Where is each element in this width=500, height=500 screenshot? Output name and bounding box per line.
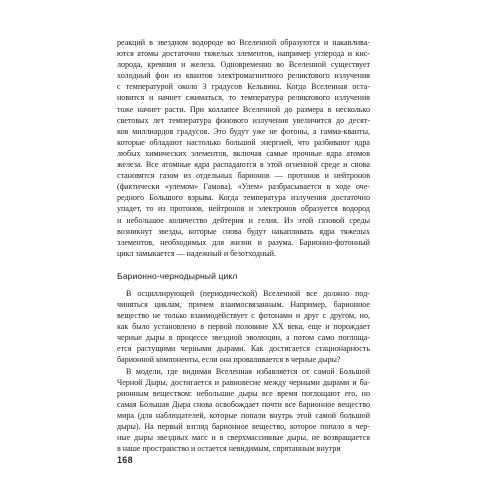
text-line: как было установлено в первой половине XX века, еще и порождает (117, 322, 370, 332)
text-line: холодный фон из квантов электромагнитного реликтового излучения (117, 71, 370, 81)
paragraph-continued (117, 37, 370, 259)
text-line: рионным веществом: небольшие дыры все время поглощают его, но (117, 388, 370, 398)
section-heading: Барионно-чернодырный цикл (117, 270, 238, 281)
paragraph-model (117, 366, 370, 455)
text-line: упадет, то из протонов, нейтронов и электронов образуется водород (117, 204, 370, 214)
text-line: любых химических элементов, включая самые прочные ядра атомов (117, 148, 370, 158)
text-line: ков миллиардов градусов. Это будут уже не фотоны, а гамма-кванты, (117, 126, 370, 136)
text-line: барионной компоненты, если она проваливается в черные дыры? (117, 355, 341, 365)
text-line: чиняться циклам, причем взаимосвязанным. Например, барионное (117, 299, 370, 309)
text-line: которые обладают настолько большой энергией, что разбивают ядра (117, 137, 370, 147)
text-line: дыры). На первый взгляд барионное вещество, которое попало в чер- (117, 422, 370, 431)
text-line: новится и начнет сжиматься, то температура реликтового излучения (117, 93, 370, 103)
text-line: световых лет температура фонового излучения увеличится до десят- (117, 115, 370, 125)
text-line: (фактически «улемом» Гамова). «Улем» разбрасывается в ходе оче- (117, 182, 370, 192)
text-line: редного Большого взрыва. Когда температура излучения достаточно (117, 193, 370, 203)
text-line: черные дыры в процессе звездной эволюции, а потом само поглоща- (117, 333, 370, 343)
text-line: цикл замыкается — надежный и безотходный. (117, 248, 276, 258)
text-line: самая Большая Дыра снова освобождает почти все барионное вещество (117, 399, 370, 409)
text-line: В осциллирующей (периодической) Вселенной все должно под- (126, 288, 370, 298)
text-line: и небольшое количество дейтерия и гелия. Из этой газовой среды (117, 215, 370, 225)
text-line: ется растущими черными дырами. Как достигается стационарность (117, 344, 370, 354)
text-line: мира (для наблюдателей, которые попали внутрь этой самой большой (117, 410, 370, 420)
text-line: в наше пространство и остается невидимым, спрятанным внутри (117, 444, 341, 454)
page-number: 168 (117, 455, 133, 465)
text-line: железа. Все атомные ядра распадаются в этой огненной среде и снова (117, 160, 370, 170)
text-line: ные дыры звездных масс и в сверхмассивные дыры, не возвращается (117, 433, 370, 443)
page-body (117, 37, 370, 454)
text-line: ются атомы достаточно тяжелых элементов, например углерода и кис- (117, 49, 370, 59)
text-line: тоже начнет расти. При коллапсе Вселенной до размера в несколько (117, 104, 370, 114)
text-line: лорода, кремния и железа. Одновременно во Вселенной существует (117, 60, 370, 70)
text-line: вещество не только взаимодействует с фотонами и друг с другом, но, (117, 311, 370, 321)
text-line: В модели, где видимая Вселенная избавляется от самой Большой (126, 366, 370, 376)
text-line: элементов, необходимых для жизни и разума. Барионно-фотонный (117, 237, 370, 247)
text-line: Черной Дыры, достигается и равновесие между черными дырами и ба- (117, 377, 370, 387)
text-line: возникнут звезды, которые снова будут накапливать ядра тяжелых (117, 226, 370, 236)
paragraph-intro (117, 288, 370, 366)
text-line: реакций в звездном водороде во Вселенной образуются и накаплива- (117, 38, 370, 47)
text-line: становятся газом из отдельных барионов — протонов и нейтронов (117, 171, 370, 181)
text-line: с температурой около 3 градусов Кельвина. Когда Вселенная оста- (117, 82, 370, 92)
